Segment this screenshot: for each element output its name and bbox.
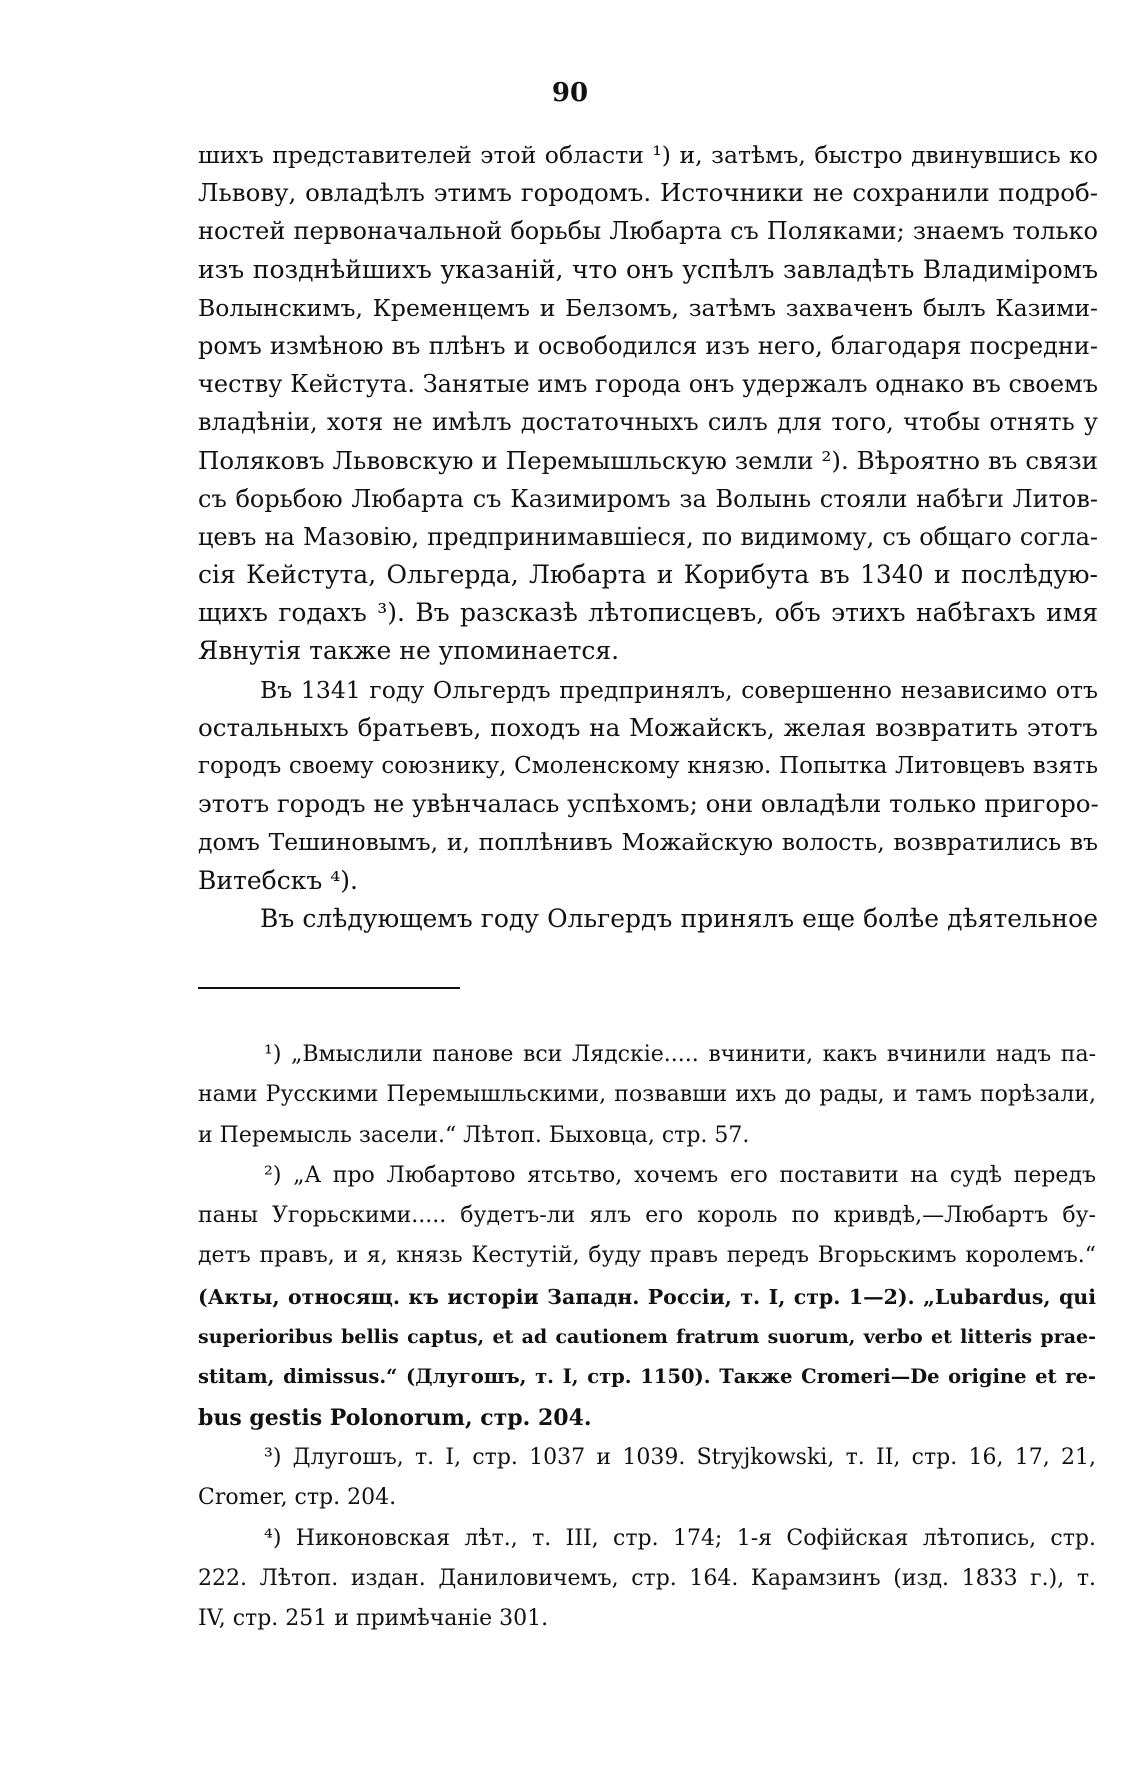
text-line: цевъ на Мазовію, предпринимавшіеся, по видимому, съ общаго согла- <box>198 522 1098 551</box>
footnote-divider <box>198 987 460 989</box>
text-line: Въ 1341 году Ольгердъ предпринялъ, совершенно независимо отъ <box>260 675 1098 704</box>
footnote-line: ¹) „Вмыслили панове вси Лядскіе..... вчинити, какъ вчинили надъ па- <box>264 1042 1096 1067</box>
footnotes <box>198 1035 1096 1639</box>
text-line: съ борьбою Любарта съ Казимиромъ за Волынь стояли набѣги Литов- <box>198 484 1098 513</box>
footnote-line: bus gestis Polonorum, стр. 204. <box>198 1404 592 1431</box>
footnote-line: детъ правъ, и я, князь Кестутій, буду правъ передъ Вгорьскимъ королемъ.“ <box>198 1243 1096 1269</box>
text-line: домъ Тешиновымъ, и, поплѣнивъ Можайскую волость, возвратились въ <box>198 828 1098 857</box>
text-line: Поляковъ Львовскую и Перемышльскую земли ²). Вѣроятно въ связи <box>198 445 1098 475</box>
footnote-line: 222. Лѣтоп. издан. Даниловичемъ, стр. 164. Карамзинъ (изд. 1833 г.), т. <box>198 1565 1096 1591</box>
text-line: этотъ городъ не увѣнчалась успѣхомъ; они овладѣли только пригоро- <box>198 789 1099 819</box>
text-line: честву Кейстута. Занятые имъ города онъ удержалъ однако въ своемъ <box>198 370 1098 399</box>
page-number: 90 <box>551 78 589 108</box>
footnote-line: IV, стр. 251 и примѣчаніе 301. <box>198 1606 549 1632</box>
footnote-line: и Перемысль засели.“ Лѣтоп. Быховца, стр. 57. <box>198 1122 750 1148</box>
text-line: сія Кейстута, Ольгерда, Любарта и Корибута въ 1340 и послѣдую- <box>198 560 1098 590</box>
text-line: владѣніи, хотя не имѣлъ достаточныхъ силъ для того, чтобы отнять у <box>198 408 1098 437</box>
text-line: Витебскъ ⁴). <box>198 865 358 895</box>
footnote-line: ³) Длугошъ, т. I, стр. 1037 и 1039. Stryjkowski, т. II, стр. 16, 17, 21, <box>264 1444 1096 1470</box>
footnote-line: ²) „А про Любартово ятсьтво, хочемъ его поставити на судѣ передъ <box>264 1162 1096 1188</box>
footnote-line: stitam, dimissus.“ (Длугошъ, т. I, стр. 1150). Также Cromeri—De origine et re- <box>198 1365 1096 1389</box>
text-line: ромъ измѣною въ плѣнъ и освободился изъ него, благодаря посредни- <box>198 331 1098 360</box>
footnote-line: (Акты, относящ. къ исторіи Западн. Россіи, т. I, стр. 1—2). „Lubardus, qui <box>198 1284 1096 1309</box>
footnote-line: ⁴) Никоновская лѣт., т. III, стр. 174; 1-я Софійская лѣтопись, стр. <box>264 1525 1096 1551</box>
footnote-line: нами Русскими Перемышльскими, позвавши ихъ до рады, и тамъ порѣзали, <box>198 1082 1096 1108</box>
text-line: Явнутія также не упоминается. <box>198 636 620 666</box>
text-line: щихъ годахъ ³). Въ разсказѣ лѣтописцевъ, объ этихъ набѣгахъ имя <box>198 598 1098 628</box>
text-line: шихъ представителей этой области ¹) и, затѣмъ, быстро двинувшись ко <box>198 141 1098 169</box>
text-line: Въ слѣдующемъ году Ольгердъ принялъ еще болѣе дѣятельное <box>260 903 1098 933</box>
text-line: Львову, овладѣлъ этимъ городомъ. Источники не сохранили подроб- <box>198 178 1098 208</box>
text-line: Волынскимъ, Кременцемъ и Белзомъ, затѣмъ захваченъ былъ Казими- <box>198 293 1098 322</box>
text-line: ностей первоначальной борьбы Любарта съ Поляками; знаемъ только <box>198 217 1098 246</box>
footnote-line: Cromer, стр. 204. <box>198 1485 397 1511</box>
main-text <box>198 136 1098 938</box>
text-line: остальныхъ братьевъ, походъ на Можайскъ, желая возвратить этотъ <box>198 712 1098 742</box>
footnote-line: superioribus bellis captus, et ad cautionem fratrum suorum, verbo et litteris prae- <box>198 1326 1096 1349</box>
footnote-line: паны Угорьскими..... будетъ-ли ялъ его король по кривдѣ,—Любартъ бу- <box>198 1203 1096 1229</box>
text-line: изъ позднѣйшихъ указаній, что онъ успѣлъ завладѣть Владиміромъ <box>198 254 1098 284</box>
text-line: городъ своему союзнику, Смоленскому князю. Попытка Литовцевъ взять <box>198 753 1098 779</box>
